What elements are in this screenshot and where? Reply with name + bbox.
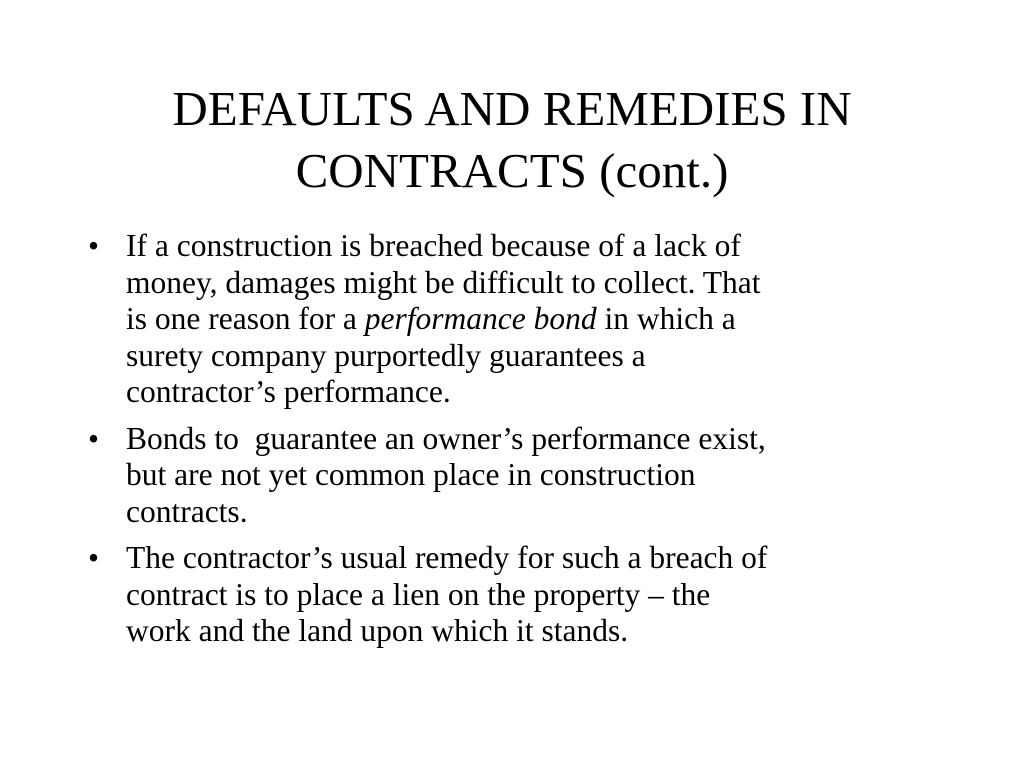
bullet-icon: • bbox=[88, 420, 100, 456]
bullet-list bbox=[80, 228, 960, 660]
text-line: is one reason for a bbox=[126, 301, 365, 336]
text-line: work and the land upon which it stands. bbox=[126, 613, 629, 648]
text-line: If a construction is breached because of a lack of bbox=[126, 228, 741, 263]
bullet-text-2 bbox=[126, 421, 960, 531]
bullet-item-3 bbox=[80, 540, 960, 650]
text-line: money, damages might be difficult to collect. That bbox=[126, 264, 761, 300]
title-line-1: DEFAULTS AND REMEDIES IN bbox=[172, 81, 852, 136]
bullet-item-2 bbox=[80, 421, 960, 531]
text-line: surety company purportedly guarantees a bbox=[126, 337, 646, 373]
text-line: Bonds to guarantee an owner’s performance exist, bbox=[126, 420, 766, 456]
text-line: contract is to place a lien on the property – the bbox=[126, 576, 711, 612]
bullet-text-1 bbox=[126, 228, 960, 411]
slide-title bbox=[0, 78, 1024, 202]
bullet-icon: • bbox=[88, 540, 100, 575]
text-line: contractor’s performance. bbox=[126, 374, 451, 409]
bullet-text-3 bbox=[126, 540, 960, 650]
text-line: contracts. bbox=[126, 493, 248, 529]
text-line: The contractor’s usual remedy for such a breach of bbox=[126, 540, 768, 575]
title-line-2: CONTRACTS (cont.) bbox=[295, 143, 729, 198]
text-line: in which a bbox=[596, 301, 736, 336]
bullet-icon: • bbox=[88, 228, 100, 263]
emphasized-term: performance bond bbox=[364, 301, 597, 336]
text-line: but are not yet common place in construction bbox=[126, 457, 696, 492]
bullet-item-1 bbox=[80, 228, 960, 411]
